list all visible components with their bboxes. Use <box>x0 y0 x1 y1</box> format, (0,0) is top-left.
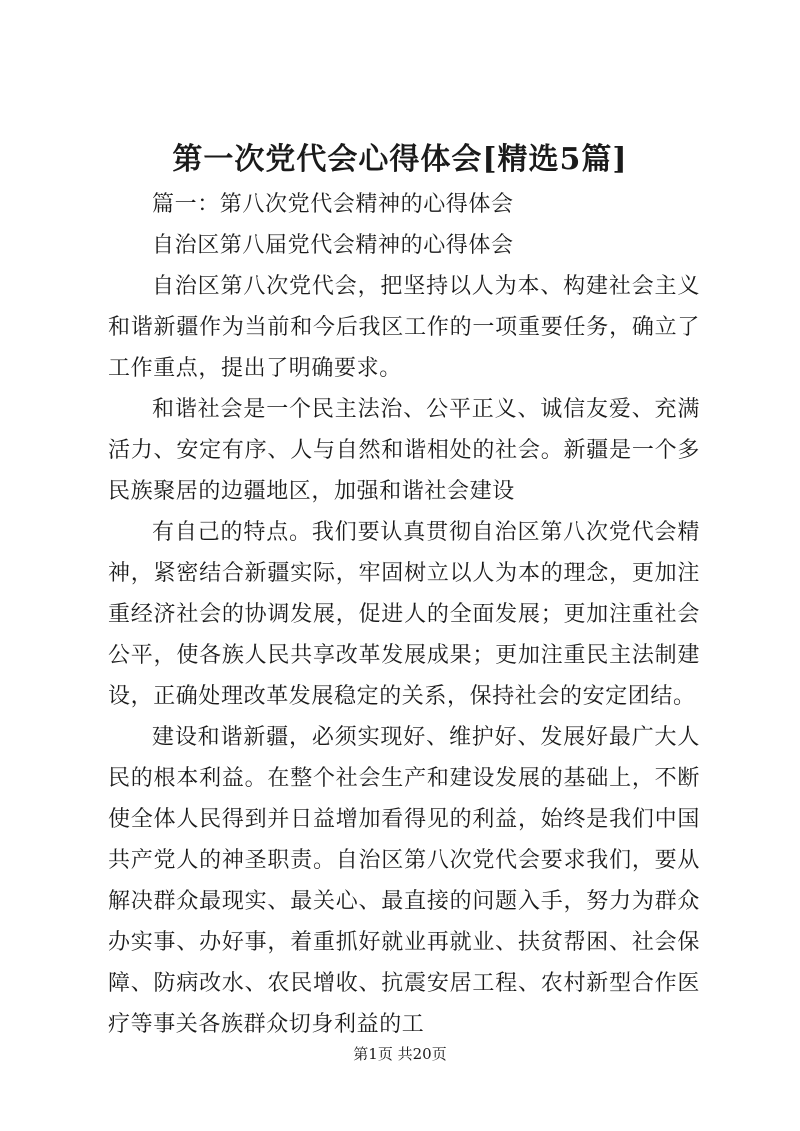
document-body <box>108 184 700 1045</box>
paragraph-subtitle: 自治区第八届党代会精神的心得体会 <box>152 233 514 258</box>
paragraph-characteristics: 有自己的特点。我们要认真贯彻自治区第八次党代会精神，紧密结合新疆实际，牢固树立以人为本的理念，更加注重经济社会的协调发展，促进人的全面发展；更加注重社会公平，使各族人民共享改革发展成果；更加注重民主法制建设，正确处理改革发展稳定的关系，保持社会的安定团结。 <box>108 520 700 709</box>
page-number-footer: 第1页 共20页 <box>353 1045 447 1063</box>
page-title: 第一次党代会心得体会[精选5篇] <box>172 142 628 177</box>
paragraph-intro: 自治区第八次党代会，把坚持以人为本、构建社会主义和谐新疆作为当前和今后我区工作的一项重要任务，确立了工作重点，提出了明确要求。 <box>108 274 700 381</box>
paragraph-building-xinjiang: 建设和谐新疆，必须实现好、维护好、发展好最广大人民的根本利益。在整个社会生产和建设发展的基础上，不断使全体人民得到并日益增加看得见的利益，始终是我们中国共产党人的神圣职责。自治区第八次党代会要求我们，要从解决群众最现实、最关心、最直接的问题入手，努力为群众办实事、办好事，着重抓好就业再就业、扶贫帮困、社会保障、防病改水、农民增收、抗震安居工程、农村新型合作医疗等事关各族群众切身利益的工 <box>108 725 700 1037</box>
paragraph-harmonious-society: 和谐社会是一个民主法治、公平正义、诚信友爱、充满活力、安定有序、人与自然和谐相处的社会。新疆是一个多民族聚居的边疆地区，加强和谐社会建设 <box>108 397 700 504</box>
paragraph-section-heading: 篇一：第八次党代会精神的心得体会 <box>152 192 514 217</box>
